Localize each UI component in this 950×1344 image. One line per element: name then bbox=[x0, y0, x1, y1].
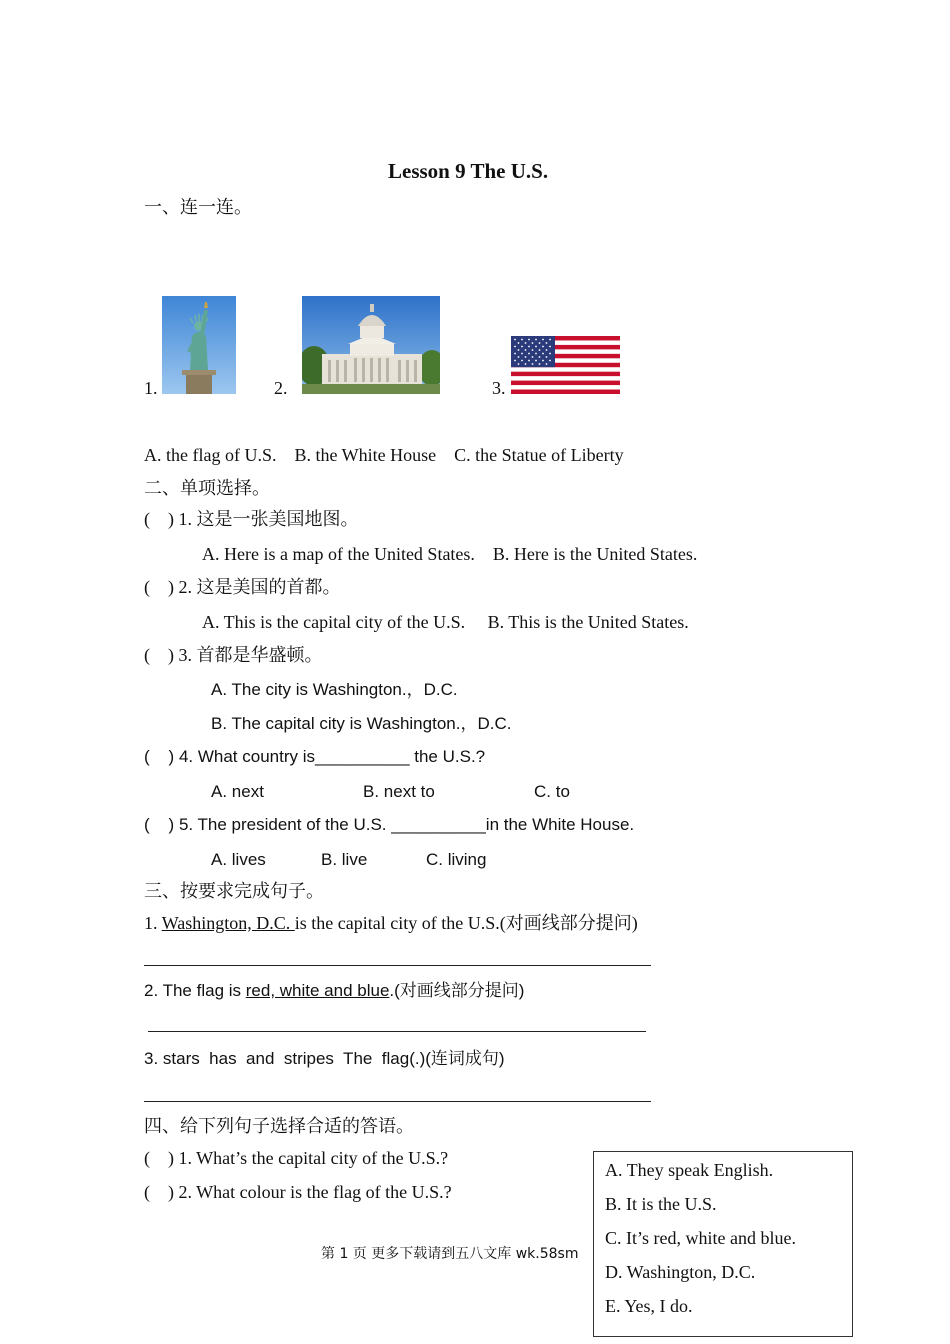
picture-number-1: 1. bbox=[144, 378, 158, 398]
sentence-3-2-underlined: red, white and blue bbox=[245, 981, 390, 1000]
picture-number-3: 3. bbox=[492, 378, 506, 398]
sentence-3-3: 3. stars has and stripes The flag(.)(连词成句) bbox=[144, 1049, 505, 1068]
question-2-4-option-c: C. to bbox=[534, 782, 570, 801]
question-2-5-option-b: B. live bbox=[321, 850, 368, 869]
question-2-4-option-a: A. next bbox=[211, 782, 264, 801]
answer-option-c: C. It’s red, white and blue. bbox=[605, 1228, 796, 1248]
question-4-2: ( ) 2. What colour is the flag of the U.S.? bbox=[144, 1182, 452, 1202]
matching-options: A. the flag of U.S. B. the White House C. the Statue of Liberty bbox=[144, 445, 624, 465]
question-4-1: ( ) 1. What’s the capital city of the U.S.? bbox=[144, 1148, 449, 1168]
question-2-3-option-b: B. The capital city is Washington.，D.C. bbox=[211, 714, 512, 733]
question-2-3: ( ) 3. 首都是华盛顿。 bbox=[144, 645, 323, 665]
question-2-2: ( ) 2. 这是美国的首都。 bbox=[144, 577, 341, 597]
answer-option-b: B. It is the U.S. bbox=[605, 1194, 717, 1214]
sentence-3-2-prefix: 2. The flag is bbox=[144, 981, 246, 1000]
page-footer: 第 1 页 更多下载请到五八文库 wk.58sm bbox=[321, 1246, 579, 1262]
sentence-3-1-underlined: Washington, D.C. bbox=[161, 913, 295, 933]
sentence-3-1 bbox=[144, 914, 638, 932]
question-2-1: ( ) 1. 这是一张美国地图。 bbox=[144, 509, 359, 529]
question-2-1-options: A. Here is a map of the United States. B. Here is the United States. bbox=[202, 544, 698, 564]
question-2-2-options: A. This is the capital city of the U.S. B. This is the United States. bbox=[202, 612, 689, 632]
question-2-4-option-b: B. next to bbox=[363, 782, 435, 801]
answer-option-d: D. Washington, D.C. bbox=[605, 1262, 756, 1282]
statue-of-liberty-photo bbox=[162, 296, 236, 394]
sentence-3-1-rest: is the capital city of the U.S.(对画线部分提问) bbox=[294, 913, 638, 933]
answer-line-2 bbox=[148, 1031, 646, 1032]
part3-heading: 三、按要求完成句子。 bbox=[144, 881, 324, 901]
part4-heading: 四、给下列句子选择合适的答语。 bbox=[144, 1116, 414, 1136]
picture-number-2: 2. bbox=[274, 378, 288, 398]
sentence-3-2-rest: .(对画线部分提问) bbox=[389, 981, 525, 1000]
page-title: Lesson 9 The U.S. bbox=[388, 159, 549, 183]
us-flag-image bbox=[511, 336, 620, 394]
sentence-3-1-prefix: 1. bbox=[144, 913, 162, 933]
question-2-5-option-a: A. lives bbox=[211, 850, 266, 869]
question-2-4: ( ) 4. What country is__________ the U.S.? bbox=[144, 747, 486, 766]
answer-options-box bbox=[593, 1151, 853, 1337]
capitol-building-photo bbox=[302, 296, 440, 394]
question-2-3-option-a: A. The city is Washington.，D.C. bbox=[211, 680, 458, 699]
answer-option-a: A. They speak English. bbox=[605, 1160, 774, 1180]
part1-heading: 一、连一连。 bbox=[144, 197, 252, 217]
part2-heading: 二、单项选择。 bbox=[144, 478, 270, 498]
sentence-3-2 bbox=[144, 982, 524, 999]
answer-option-e: E. Yes, I do. bbox=[605, 1296, 693, 1316]
answer-line-3 bbox=[144, 1101, 651, 1102]
question-2-5-option-c: C. living bbox=[426, 850, 487, 869]
question-2-5: ( ) 5. The president of the U.S. __________in the White House. bbox=[144, 815, 635, 834]
answer-line-1 bbox=[144, 965, 651, 966]
